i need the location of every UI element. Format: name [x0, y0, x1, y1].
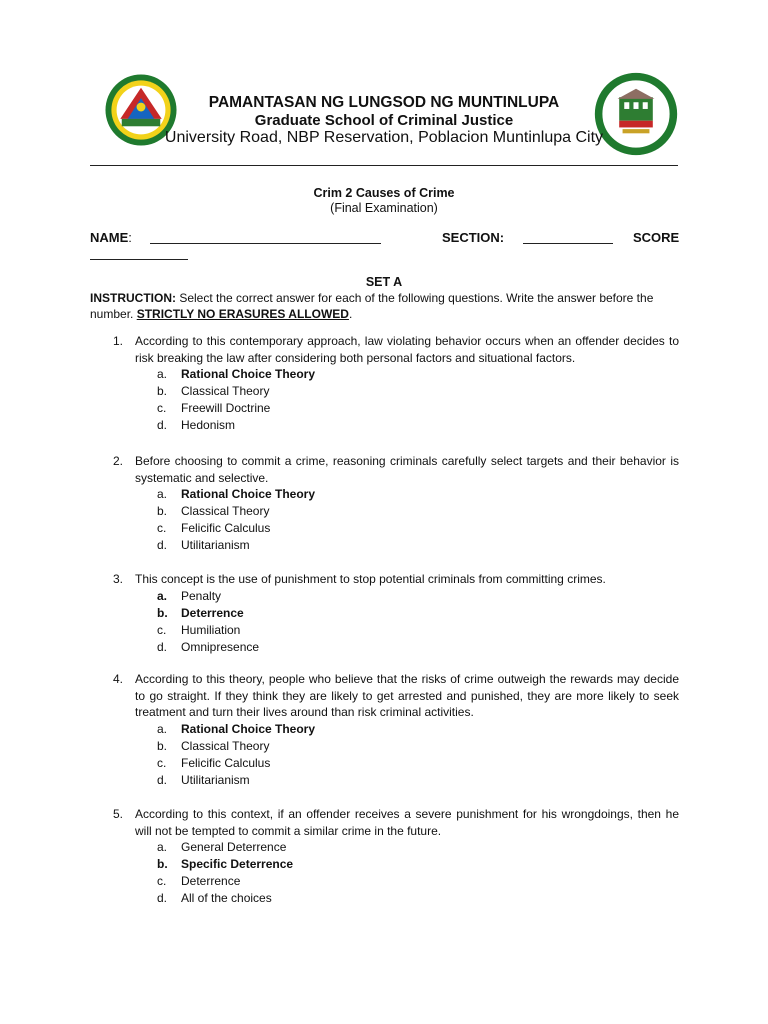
section-blank[interactable] [523, 243, 613, 244]
question-number: 4. [113, 672, 124, 686]
name-colon: : [128, 230, 132, 245]
choice-a[interactable] [157, 486, 679, 503]
choice-letter: c. [157, 401, 167, 415]
exam-title: Crim 2 Causes of Crime [313, 186, 455, 200]
choice-text: Felicific Calculus [181, 755, 271, 770]
choice-letter: c. [157, 622, 167, 637]
choice-d[interactable] [157, 639, 679, 656]
choice-letter: c. [157, 874, 167, 888]
choice-d[interactable] [157, 537, 679, 554]
instruction-text: Select the correct answer for each of the following questions. Write the answer before the number. [90, 291, 654, 321]
choice-b[interactable] [157, 738, 679, 755]
choice-list [157, 588, 679, 656]
choice-c[interactable] [157, 873, 679, 890]
choice-a[interactable] [157, 721, 679, 738]
choice-list [157, 839, 679, 907]
instruction-period: . [348, 307, 353, 321]
question-number: 2. [113, 454, 124, 468]
choice-letter: d. [157, 639, 168, 654]
choice-d[interactable] [157, 890, 679, 907]
choice-letter: d. [157, 418, 168, 432]
name-blank[interactable] [150, 243, 381, 244]
question-3 [113, 571, 679, 656]
choice-c[interactable] [157, 400, 679, 417]
university-address: University Road, NBP Reservation, Poblacion Muntinlupa City [164, 129, 604, 146]
choice-a[interactable] [157, 588, 679, 605]
school-name: Graduate School of Criminal Justice [254, 112, 514, 129]
score-blank[interactable] [90, 259, 188, 260]
choice-text: Freewill Doctrine [181, 401, 271, 415]
choice-a[interactable] [157, 839, 679, 856]
choice-letter: b. [157, 738, 168, 753]
choice-c[interactable] [157, 622, 679, 639]
choice-letter: b. [157, 605, 168, 620]
choice-letter: b. [157, 857, 168, 871]
choice-letter: d. [157, 772, 168, 787]
choice-letter: c. [157, 755, 167, 770]
choice-letter: d. [157, 891, 168, 905]
question-stem: According to this theory, people who believe that the risks of crime outweigh the rewards may decide to go straight. If they think they are likely to get arrested and punished, they are more likely to seek treatment and turn their lives around than risk criminal activities. [135, 672, 679, 719]
choice-text: Rational Choice Theory [181, 487, 316, 501]
choice-a[interactable] [157, 366, 679, 383]
question-stem: Before choosing to commit a crime, reasoning criminals carefully select targets and their behavior is systematic and selective. [135, 454, 679, 485]
choice-list [157, 721, 679, 789]
university-name: PAMANTASAN NG LUNGSOD NG MUNTINLUPA [208, 94, 560, 111]
name-label [90, 230, 132, 245]
choice-text: Utilitarianism [181, 538, 250, 552]
choice-b[interactable] [157, 856, 679, 873]
choice-text: Felicific Calculus [181, 521, 271, 535]
instruction-strict: STRICTLY NO ERASURES ALLOWED [136, 307, 349, 321]
choice-c[interactable] [157, 520, 679, 537]
choice-text: Deterrence [181, 605, 244, 620]
set-label: SET A [365, 275, 403, 289]
choice-letter: b. [157, 384, 168, 398]
choice-letter: a. [157, 840, 168, 854]
choice-text: Classical Theory [181, 504, 270, 518]
choice-text: Omnipresence [181, 639, 260, 654]
choice-text: Hedonism [181, 418, 236, 432]
question-number: 5. [113, 807, 124, 821]
instruction-label: INSTRUCTION: [90, 291, 176, 305]
choice-text: All of the choices [181, 891, 272, 905]
header-divider [90, 165, 678, 166]
choice-d[interactable] [157, 772, 679, 789]
choice-text: Penalty [181, 588, 222, 603]
choice-text: Utilitarianism [181, 772, 250, 787]
choice-letter: b. [157, 504, 168, 518]
choice-text: Rational Choice Theory [181, 367, 316, 381]
instruction [90, 290, 680, 322]
choice-letter: a. [157, 487, 168, 501]
choice-letter: a. [157, 588, 168, 603]
choice-text: General Deterrence [181, 840, 287, 854]
choice-letter: c. [157, 521, 167, 535]
choice-letter: a. [157, 367, 168, 381]
question-stem: According to this context, if an offender receives a severe punishment for his wrongdoings, then he will not be tempted to commit a similar crime in the future. [135, 807, 679, 838]
choice-b[interactable] [157, 503, 679, 520]
name-label-text: NAME [90, 230, 129, 245]
choice-d[interactable] [157, 417, 679, 434]
choice-b[interactable] [157, 605, 679, 622]
choice-letter: d. [157, 538, 168, 552]
choice-text: Humiliation [181, 622, 241, 637]
question-stem: According to this contemporary approach, law violating behavior occurs when an offender decides to risk breaking the law after considering both personal factors and situational factors. [135, 334, 679, 365]
exam-subtitle: (Final Examination) [330, 201, 438, 215]
question-1 [113, 333, 679, 434]
choice-text: Rational Choice Theory [181, 721, 316, 736]
choice-letter: a. [157, 721, 168, 736]
choice-text: Classical Theory [181, 384, 270, 398]
section-label: SECTION: [442, 230, 505, 245]
choice-text: Deterrence [181, 874, 241, 888]
choice-text: Specific Deterrence [181, 857, 294, 871]
question-2 [113, 453, 679, 554]
choice-b[interactable] [157, 383, 679, 400]
question-5 [113, 806, 679, 907]
choice-list [157, 366, 679, 434]
choice-list [157, 486, 679, 554]
question-4 [113, 671, 679, 789]
choice-text: Classical Theory [181, 738, 270, 753]
score-label: SCORE [633, 230, 680, 245]
question-number: 3. [113, 572, 124, 586]
question-number: 1. [113, 334, 124, 348]
question-stem: This concept is the use of punishment to stop potential criminals from committing crimes. [135, 572, 606, 586]
choice-c[interactable] [157, 755, 679, 772]
